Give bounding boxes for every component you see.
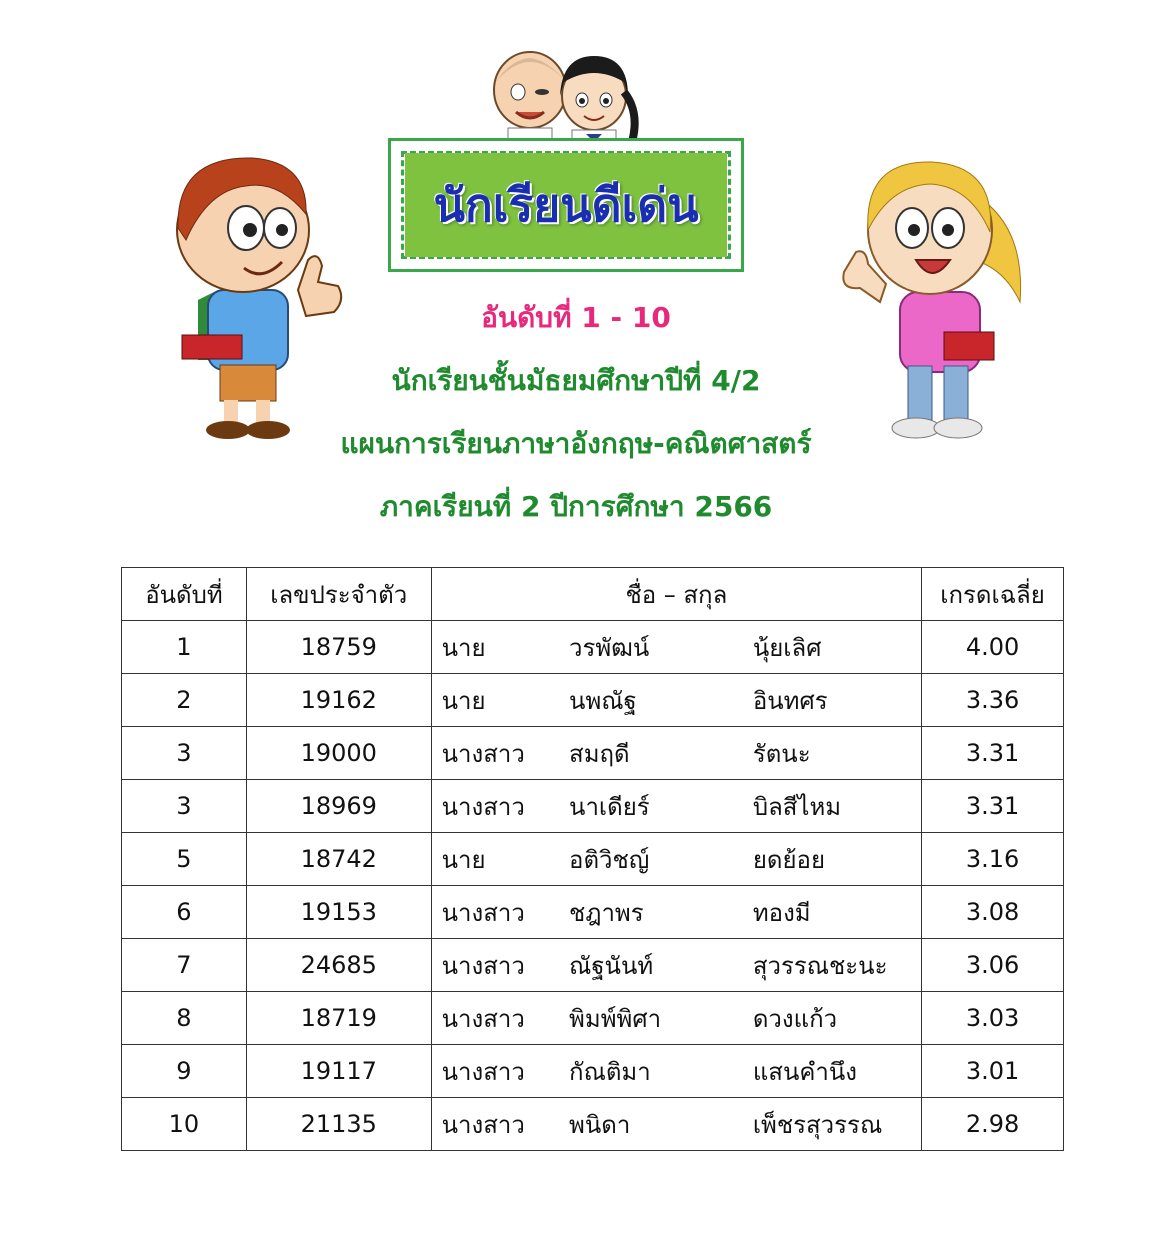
gpa-cell: 3.16 — [922, 833, 1064, 886]
last-name-cell: เพ็ชรสุวรรณ — [741, 1098, 922, 1151]
rank-cell: 1 — [122, 621, 247, 674]
table-header-row — [122, 568, 1064, 621]
first-name-cell: พนิดา — [557, 1098, 741, 1151]
gpa-cell: 2.98 — [922, 1098, 1064, 1151]
id-cell: 18969 — [246, 780, 431, 833]
first-name-cell: สมฤดี — [557, 727, 741, 780]
first-name-cell: อติวิชญ์ — [557, 833, 741, 886]
gpa-cell: 3.31 — [922, 780, 1064, 833]
last-name-cell: รัตนะ — [741, 727, 922, 780]
last-name-cell: นุ้ยเลิศ — [741, 621, 922, 674]
class-heading: นักเรียนชั้นมัธยมศึกษาปีที่ 4/2 — [391, 364, 761, 397]
first-name-cell: ณัฐนันท์ — [557, 939, 741, 992]
banner-title: นักเรียนดีเด่น — [433, 177, 699, 232]
first-name-cell: ชฎาพร — [557, 886, 741, 939]
rank-cell: 7 — [122, 939, 247, 992]
id-cell: 24685 — [246, 939, 431, 992]
table-row — [122, 992, 1064, 1045]
last-name-cell: แสนคำนึง — [741, 1045, 922, 1098]
last-name-cell: ดวงแก้ว — [741, 992, 922, 1045]
first-name-cell: นาเดียร์ — [557, 780, 741, 833]
prefix-cell: นางสาว — [431, 939, 557, 992]
prefix-cell: นาย — [431, 621, 557, 674]
gpa-cell: 3.01 — [922, 1045, 1064, 1098]
first-name-cell: นพณัฐ — [557, 674, 741, 727]
table-row — [122, 833, 1064, 886]
rank-cell: 5 — [122, 833, 247, 886]
last-name-cell: บิลสีไหม — [741, 780, 922, 833]
table-row — [122, 780, 1064, 833]
last-name-cell: ยดย้อย — [741, 833, 922, 886]
last-name-cell: ทองมี — [741, 886, 922, 939]
id-cell: 21135 — [246, 1098, 431, 1151]
table-row — [122, 1045, 1064, 1098]
table-row — [122, 727, 1064, 780]
banner-fill — [405, 153, 727, 257]
term-heading: ภาคเรียนที่ 2 ปีการศึกษา 2566 — [379, 490, 773, 523]
gpa-cell: 3.03 — [922, 992, 1064, 1045]
title-banner — [388, 138, 744, 272]
prefix-cell: นาย — [431, 833, 557, 886]
id-cell: 18759 — [246, 621, 431, 674]
first-name-cell: พิมพ์พิศา — [557, 992, 741, 1045]
rank-cell: 8 — [122, 992, 247, 1045]
table-row — [122, 1098, 1064, 1151]
first-name-cell: กัณติมา — [557, 1045, 741, 1098]
first-name-cell: วรพัฒน์ — [557, 621, 741, 674]
gpa-cell: 3.36 — [922, 674, 1064, 727]
gpa-cell: 3.06 — [922, 939, 1064, 992]
prefix-cell: นางสาว — [431, 992, 557, 1045]
rank-range-heading: อันดับที่ 1 - 10 — [481, 301, 671, 334]
header-id: เลขประจำตัว — [246, 568, 431, 621]
program-heading: แผนการเรียนภาษาอังกฤษ-คณิตศาสตร์ — [340, 427, 812, 460]
rank-cell: 3 — [122, 780, 247, 833]
header-name: ชื่อ – สกุล — [431, 568, 922, 621]
prefix-cell: นางสาว — [431, 1098, 557, 1151]
prefix-cell: นางสาว — [431, 727, 557, 780]
rank-cell: 10 — [122, 1098, 247, 1151]
rank-cell: 6 — [122, 886, 247, 939]
id-cell: 19117 — [246, 1045, 431, 1098]
id-cell: 19162 — [246, 674, 431, 727]
prefix-cell: นางสาว — [431, 1045, 557, 1098]
id-cell: 18742 — [246, 833, 431, 886]
header-gpa: เกรดเฉลี่ย — [922, 568, 1064, 621]
table-row — [122, 939, 1064, 992]
last-name-cell: อินทศร — [741, 674, 922, 727]
rank-cell: 2 — [122, 674, 247, 727]
prefix-cell: นางสาว — [431, 780, 557, 833]
id-cell: 18719 — [246, 992, 431, 1045]
gpa-cell: 4.00 — [922, 621, 1064, 674]
rank-cell: 3 — [122, 727, 247, 780]
ranking-table — [121, 567, 1064, 1151]
last-name-cell: สุวรรณชะนะ — [741, 939, 922, 992]
gpa-cell: 3.31 — [922, 727, 1064, 780]
id-cell: 19153 — [246, 886, 431, 939]
table-row — [122, 621, 1064, 674]
table-row — [122, 674, 1064, 727]
table-row — [122, 886, 1064, 939]
id-cell: 19000 — [246, 727, 431, 780]
prefix-cell: นาย — [431, 674, 557, 727]
rank-cell: 9 — [122, 1045, 247, 1098]
prefix-cell: นางสาว — [431, 886, 557, 939]
header-rank: อันดับที่ — [122, 568, 247, 621]
gpa-cell: 3.08 — [922, 886, 1064, 939]
